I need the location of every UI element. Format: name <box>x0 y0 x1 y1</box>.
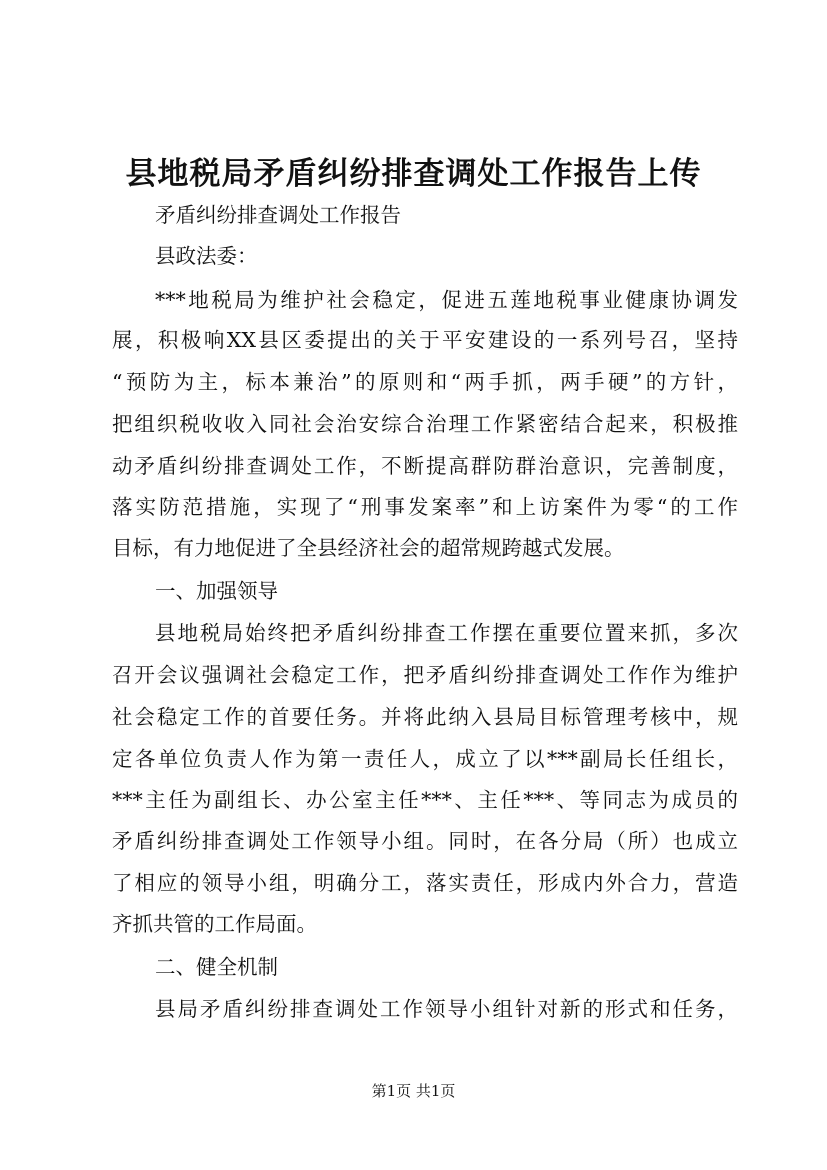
paragraph-line: 了相应的领导小组，明确分工，落实责任，形成内外合力，营造 <box>112 871 738 895</box>
paragraph-line: 齐抓共管的工作局面。 <box>112 912 317 936</box>
paragraph-line: 定各单位负责人作为第一责任人，成立了以***副局长任组长， <box>112 747 738 771</box>
paragraph-line: 把组织税收收入同社会治安综合治理工作紧密结合起来，积极推 <box>112 412 738 436</box>
salutation-line: 县政法委： <box>155 244 258 268</box>
paragraph-line: ***地税局为维护社会稳定，促进五莲地税事业健康协调发 <box>155 288 738 312</box>
paragraph-line: 落实防范措施，实现了“刑事发案率”和上访案件为零“的工作 <box>112 495 738 519</box>
paragraph-line: 动矛盾纠纷排查调处工作，不断提高群防群治意识，完善制度， <box>112 454 738 478</box>
paragraph-line: 展，积极响XX县区委提出的关于平安建设的一系列号召，坚持 <box>112 328 738 352</box>
paragraph-line: 县地税局始终把矛盾纠纷排查工作摆在重要位置来抓，多次 <box>155 621 738 645</box>
document-title: 县地税局矛盾纠纷排查调处工作报告上传 <box>125 156 702 192</box>
subtitle-line: 矛盾纠纷排查调处工作报告 <box>155 203 401 227</box>
paragraph-line: 矛盾纠纷排查调处工作领导小组。同时，在各分局（所）也成立 <box>112 829 738 853</box>
paragraph-line: 召开会议强调社会稳定工作，把矛盾纠纷排查调处工作作为维护 <box>112 663 738 687</box>
paragraph-line: 县局矛盾纠纷排查调处工作领导小组针对新的形式和任务， <box>155 997 738 1021</box>
section-heading: 一、加强领导 <box>155 579 278 603</box>
page-footer: 第1页 共1页 <box>371 1082 456 1100</box>
section-heading: 二、健全机制 <box>155 955 278 979</box>
paragraph-line: 社会稳定工作的首要任务。并将此纳入县局目标管理考核中，规 <box>112 705 738 729</box>
paragraph-line: ***主任为副组长、办公室主任***、主任***、等同志为成员的 <box>112 788 738 812</box>
paragraph-line: “预防为主，标本兼治”的原则和“两手抓，两手硬”的方针， <box>112 370 738 394</box>
paragraph-line: 目标，有力地促进了全县经济社会的超常规跨越式发展。 <box>112 536 625 560</box>
